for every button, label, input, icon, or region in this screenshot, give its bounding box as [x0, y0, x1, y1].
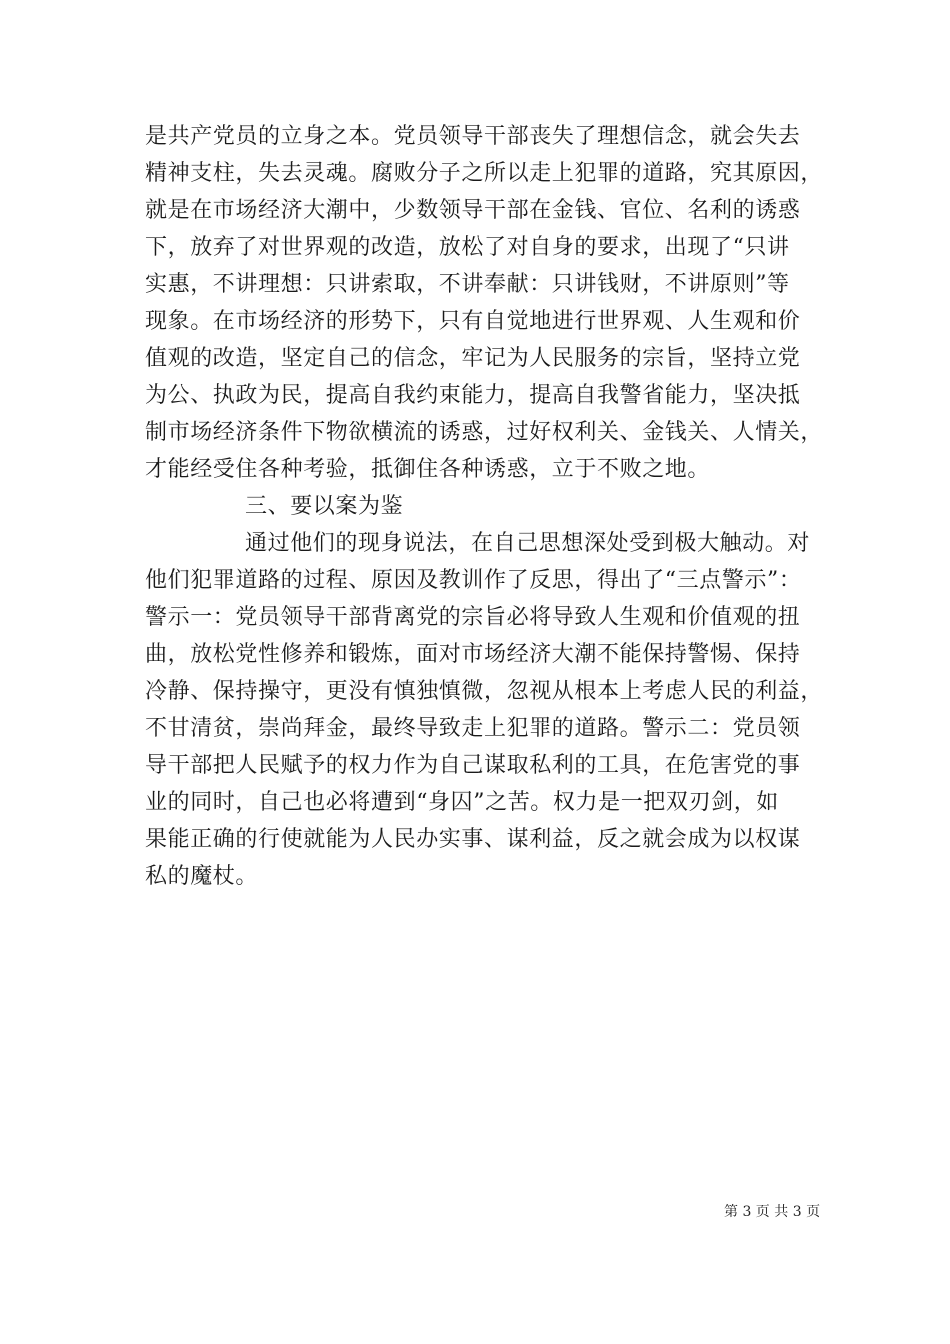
- text-line: 不甘清贫，崇尚拜金，最终导致走上犯罪的道路。警示二：党员领: [145, 716, 801, 741]
- text-line: 实惠，不讲理想：只讲索取，不讲奉献：只讲钱财，不讲原则”等: [145, 272, 790, 297]
- text-line: 现象。在市场经济的形势下，只有自觉地进行世界观、人生观和价: [145, 309, 801, 334]
- page-number-footer: 第 3 页 共 3 页: [724, 1204, 821, 1220]
- text-line: 为公、执政为民，提高自我约束能力，提高自我警省能力，坚决抵: [145, 383, 801, 408]
- text-line: 制市场经济条件下物欲横流的诱惑，过好权利关、金钱关、人情关，: [145, 420, 824, 445]
- text-line: 导干部把人民赋予的权力作为自己谋取私利的工具，在危害党的事: [145, 753, 801, 778]
- text-line: 警示一：党员领导干部背离党的宗旨必将导致人生观和价值观的扭: [145, 605, 801, 630]
- section-heading: 三、要以案为鉴: [245, 494, 404, 519]
- text-line: 他们犯罪道路的过程、原因及教训作了反思，得出了“三点警示”：: [145, 568, 802, 593]
- text-line: 下，放弃了对世界观的改造，放松了对自身的要求，出现了“只讲: [145, 235, 790, 260]
- document-body: [145, 118, 824, 895]
- text-line: 值观的改造，坚定自己的信念，牢记为人民服务的宗旨，坚持立党: [145, 346, 801, 371]
- text-line: 业的同时，自己也必将遭到“身囚”之苦。权力是一把双刃剑，如: [145, 790, 779, 815]
- text-line: 冷静、保持操守，更没有慎独慎微，忽视从根本上考虑人民的利益，: [145, 679, 824, 704]
- text-line: 精神支柱，失去灵魂。腐败分子之所以走上犯罪的道路，究其原因，: [145, 161, 824, 186]
- text-line: 私的魔杖。: [145, 864, 259, 889]
- text-line: 果能正确的行使就能为人民办实事、谋利益，反之就会成为以权谋: [145, 827, 801, 852]
- text-line: 曲，放松党性修养和锻炼，面对市场经济大潮不能保持警惕、保持: [145, 642, 801, 667]
- paragraph-first-line: 通过他们的现身说法，在自己思想深处受到极大触动。对: [245, 531, 811, 556]
- text-line: 是共产党员的立身之本。党员领导干部丧失了理想信念，就会失去: [145, 124, 801, 149]
- text-line: 才能经受住各种考验，抵御住各种诱惑，立于不败之地。: [145, 457, 711, 482]
- text-line: 就是在市场经济大潮中，少数领导干部在金钱、官位、名利的诱惑: [145, 198, 801, 223]
